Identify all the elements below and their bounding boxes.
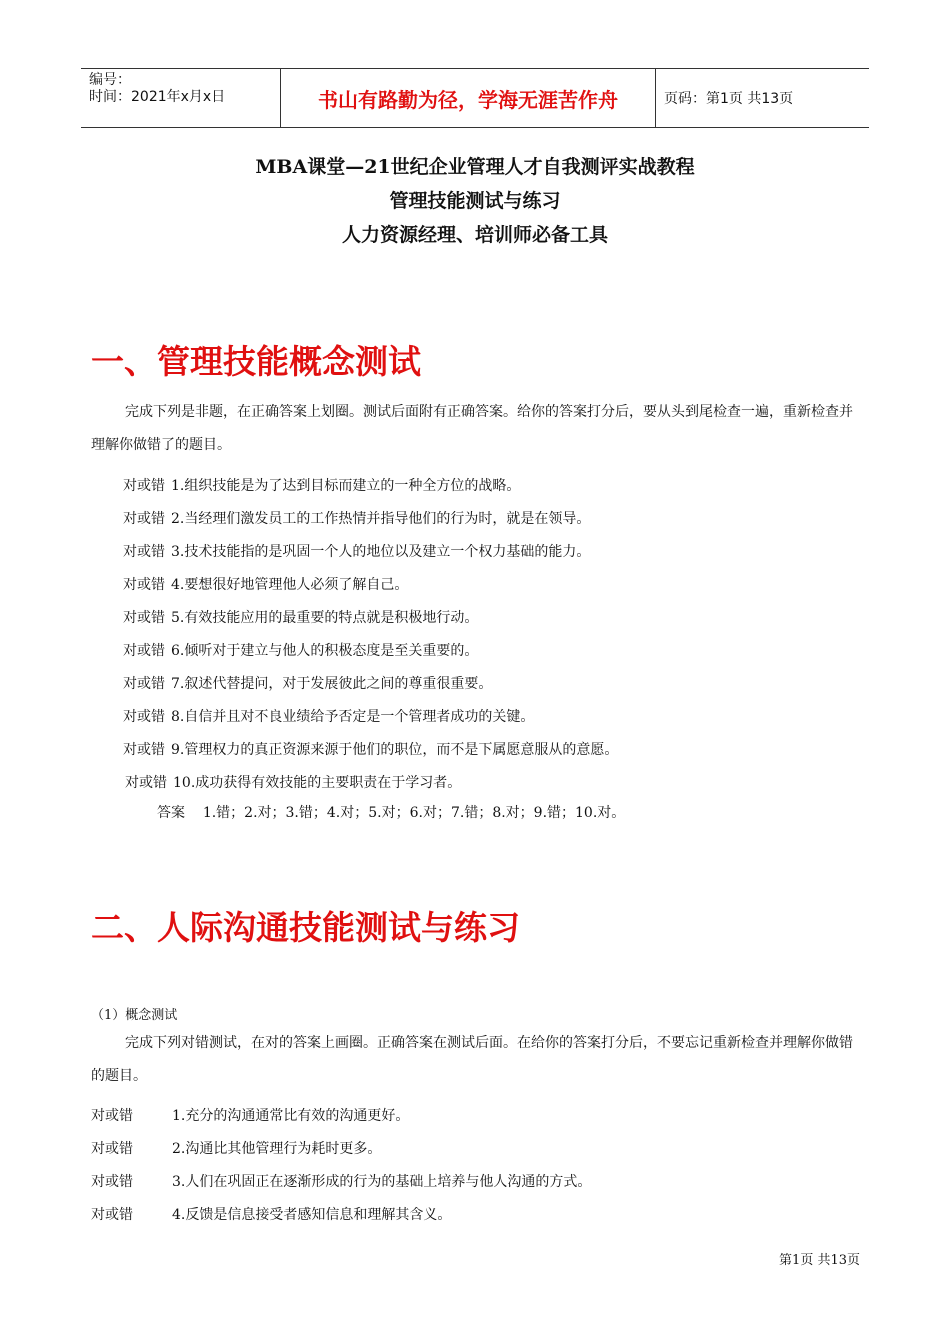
true-false-label: 对或错 [91,1207,133,1223]
true-false-label: 对或错 [123,577,165,593]
question-text: 5.有效技能应用的最重要的特点就是积极地行动。 [171,610,479,626]
true-false-label: 对或错 [123,478,165,494]
list-item [123,706,534,726]
question-text: 8.自信并且对不良业绩给予否定是一个管理者成功的关键。 [171,709,535,725]
list-item [123,607,478,627]
true-false-label: 对或错 [123,544,165,560]
document-time: 时间：2021年x月x日 [89,89,226,105]
list-item [123,508,590,528]
list-item [91,1138,381,1158]
question-text: 9.管理权力的真正资源来源于他们的职位，而不是下属愿意服从的意愿。 [171,742,619,758]
true-false-label: 对或错 [91,1174,133,1190]
true-false-label: 对或错 [91,1141,133,1157]
question-text: 4.要想很好地管理他人必须了解自己。 [171,577,409,593]
question-text: 7.叙述代替提问，对于发展彼此之间的尊重很重要。 [171,676,493,692]
question-text: 3.技术技能指的是巩固一个人的地位以及建立一个权力基础的能力。 [171,544,591,560]
true-false-label: 对或错 [123,643,165,659]
list-item [123,574,408,594]
document-titles [0,150,950,252]
list-item [123,673,492,693]
section2-intro: 完成下列对错测试，在对的答案上画圈。正确答案在测试后面。在给你的答案打分后，不要忘记重新检查并理解你做错的题目。 [91,1035,853,1084]
list-item [123,640,478,660]
header-meta [81,69,281,127]
section2-title: 二、人际沟通技能测试与练习 [91,908,520,947]
question-text: 4.反馈是信息接受者感知信息和理解其含义。 [172,1207,452,1223]
section2-subtitle: （1）概念测试 [91,1008,178,1023]
list-item [91,1105,409,1125]
question-text: 10.成功获得有效技能的主要职责在于学习者。 [173,775,462,791]
question-text: 1.组织技能是为了达到目标而建立的一种全方位的战略。 [171,478,521,494]
question-text: 2.当经理们激发员工的工作热情并指导他们的行为时，就是在领导。 [171,511,591,527]
page-footer: 第1页 共13页 [779,1253,860,1268]
header-page-info: 页码：第1页 共13页 [664,91,794,107]
list-item [125,772,461,792]
page-header [81,68,869,128]
question-text: 3.人们在巩固正在逐渐形成的行为的基础上培养与他人沟通的方式。 [172,1174,592,1190]
sub-title-2: 人力资源经理、培训师必备工具 [341,224,608,246]
section1-intro: 完成下列是非题，在正确答案上划圈。测试后面附有正确答案。给你的答案打分后，要从头到尾检查一遍，重新检查并理解你做错了的题目。 [91,404,853,453]
main-title: MBA课堂—21世纪企业管理人才自我测评实战教程 [255,156,695,178]
section1-title: 一、管理技能概念测试 [91,342,421,381]
question-text: 1.充分的沟通通常比有效的沟通更好。 [172,1108,410,1124]
true-false-label: 对或错 [123,742,165,758]
true-false-label: 对或错 [125,775,167,791]
question-text: 6.倾听对于建立与他人的积极态度是至关重要的。 [171,643,479,659]
document-number: 编号： [89,72,131,88]
header-motto: 书山有路勤为径，学海无涯苦作舟 [281,69,656,127]
true-false-label: 对或错 [91,1108,133,1124]
list-item [91,1171,591,1191]
true-false-label: 对或错 [123,676,165,692]
list-item [123,541,590,561]
true-false-label: 对或错 [123,610,165,626]
true-false-label: 对或错 [123,511,165,527]
sub-title: 管理技能测试与练习 [389,190,561,212]
answer-values: 1.错；2.对；3.错；4.对；5.对；6.对；7.错；8.对；9.错；10.对。 [202,805,626,821]
true-false-label: 对或错 [123,709,165,725]
list-item [91,1204,451,1224]
answer-label: 答案 [157,805,185,821]
section1-answers [157,802,625,822]
list-item [123,475,520,495]
question-text: 2.沟通比其他管理行为耗时更多。 [172,1141,382,1157]
list-item [123,739,618,759]
